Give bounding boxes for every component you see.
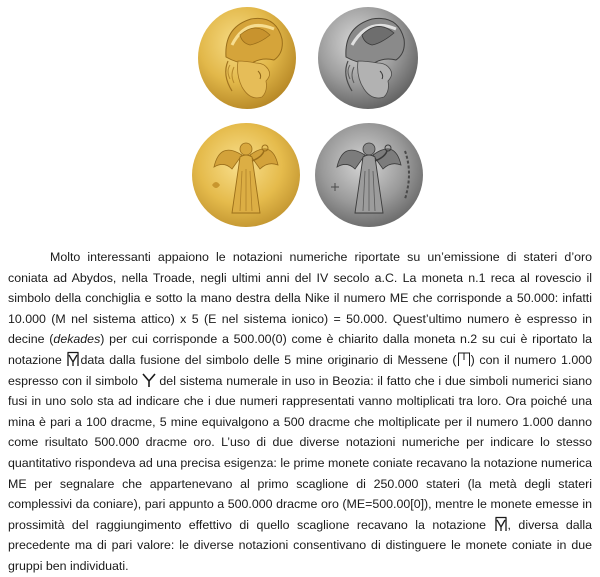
body-text: [8, 247, 592, 577]
text-segment: del sistema numerale in uso in Beozia: il fatto che i due simboli numerici siano fusi in uno solo sta ad indicare che i due numeri rappresentati vanno moltiplicati tra loro. Ora poiché una mina è pari a 100 dracme, 5 mine equivalgono a 500 dracme che moltiplicate per il numero 1.000 danno come risultato 500.000 dracme oro. L’uso di due diverse notazioni numeriche per indicare lo stesso quantitativo rispondeva ad una precisa esigenza: le prime monete coniate recavano la notazione numerica ME per segnalare che appartenevano al primo scaglione di 250.000 stateri (la metà degli stateri complessivi da coniare), pari appunto a 500.000 dracme oro (ME=500.00[0]), mentre le monete emesse in prossimità del raggiungimento effettivo di quello scaglione recavano la notazione: [8, 373, 592, 532]
messene-five-mine-symbol-icon: [457, 351, 471, 367]
text-segment: data dalla fusione del simbolo delle 5 mine originario di Messene (: [80, 352, 457, 367]
text-segment: Molto interessanti appaiono le notazioni numeriche riportate su un’emissione di stateri d’oro coniata ad Abydos, nella Troade, negli ultimi anni del IV secolo a.C. La moneta n.1 reca al rovescio il simbolo della conchiglia e sotto la mano destra della Nike il numero ME che corrisponde a 50.000: infatti 10.000 (M nel sistema attico) x 5 (E nel sistema ionico) = 50.000. Quest’ultimo numero è espresso in decine (: [8, 250, 592, 347]
text-segment: ) per cui corrisponde a 500.00(0) come è chiarito dalla moneta n.2 su cui è riportato la notazione: [8, 332, 592, 367]
boeotian-thousand-symbol-icon: [142, 372, 156, 388]
fused-mine-thousand-symbol-icon: [66, 351, 80, 367]
silver-coin-obverse-image: [316, 5, 420, 111]
gold-coin-reverse-image: [190, 121, 302, 229]
coin-images: [0, 0, 600, 240]
text-segment: ) con il numero 1.000 espresso con il simbolo: [8, 352, 592, 388]
dekades-term: dekades: [53, 332, 101, 347]
fused-mine-thousand-symbol-icon: [494, 516, 508, 532]
gold-coin-obverse-image: [196, 5, 298, 111]
text-segment: , diversa dalla precedente ma di pari valore: le diverse notazioni consentivano di distinguere le monete coniate in due gruppi ben individuati.: [8, 517, 593, 573]
main-paragraph: [8, 247, 592, 577]
silver-coin-reverse-image: [313, 121, 425, 229]
